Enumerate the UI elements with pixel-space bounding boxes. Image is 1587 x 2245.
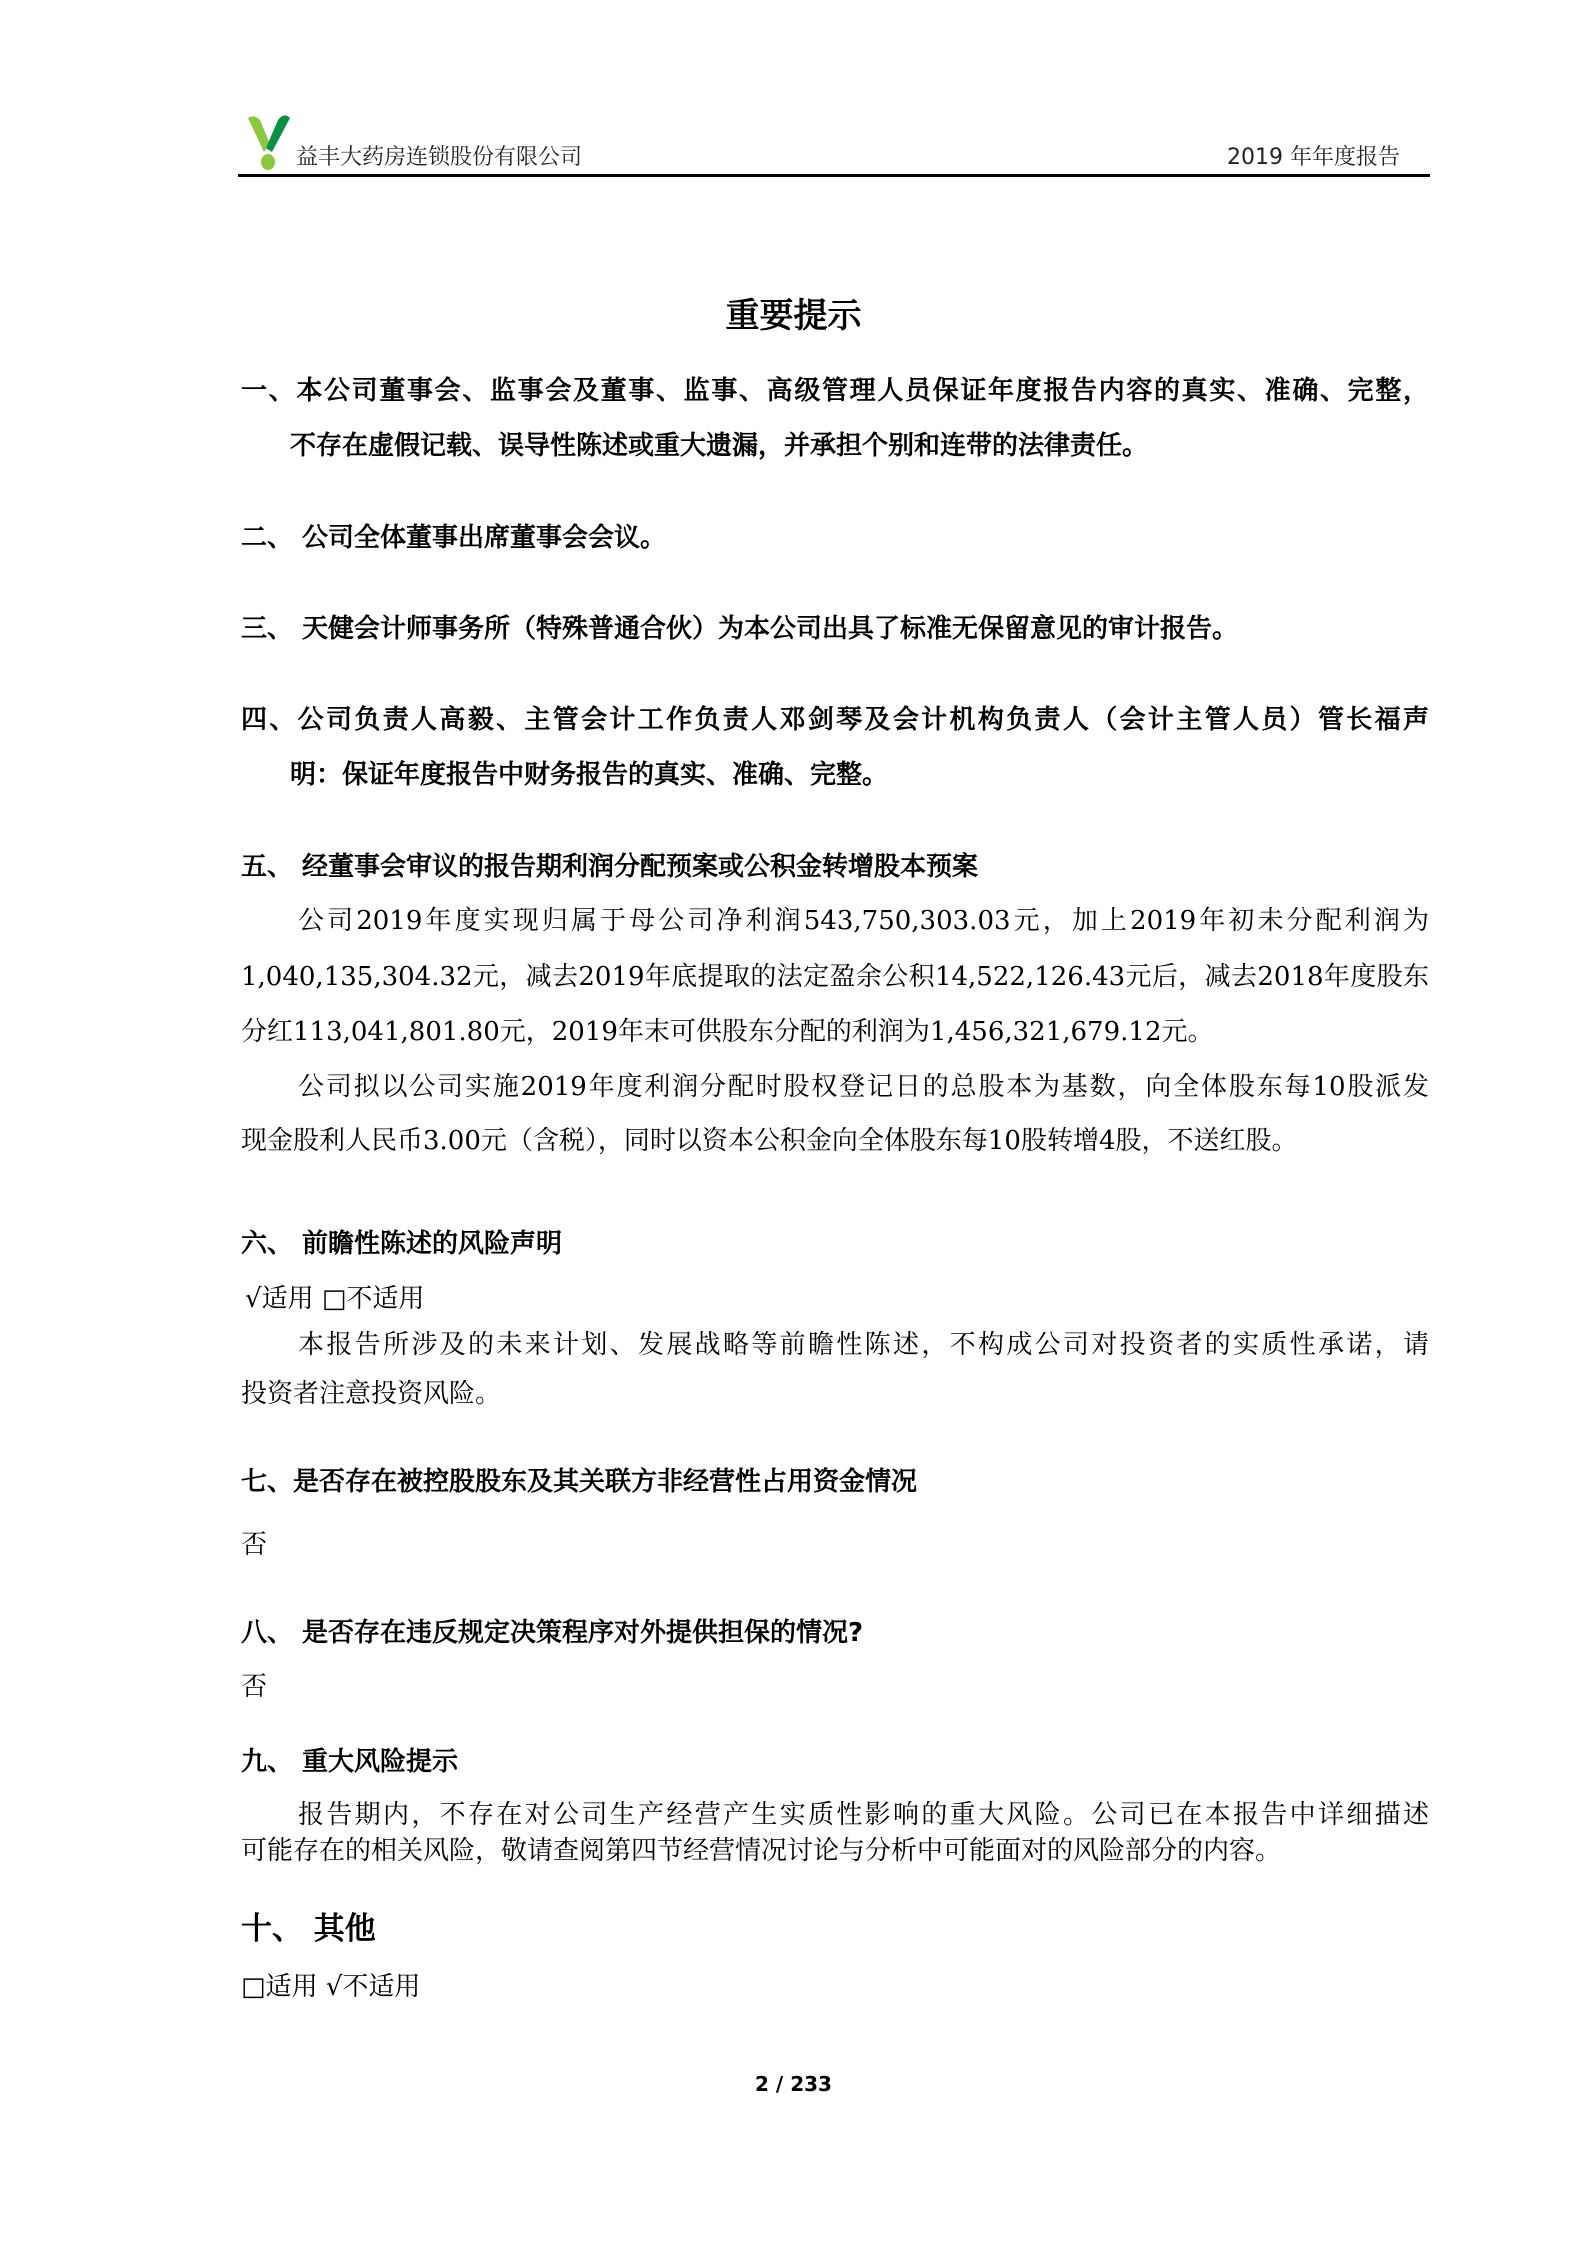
applicability-options: □适用 √不适用 [241,1972,421,2002]
applicability-options: √适用 □不适用 [245,1284,425,1314]
section-6-heading: 六、 前瞻性陈述的风险声明 [241,1229,563,1259]
paragraph-line: 可能存在的相关风险，敬请查阅第四节经营情况讨论与分析中可能面对的风险部分的内容。 [241,1836,1282,1866]
section-7-heading: 七、是否存在被控股股东及其关联方非经营性占用资金情况 [241,1467,918,1497]
section-2: 二、 公司全体董事出席董事会会议。 [241,523,667,553]
section-4-line2: 明：保证年度报告中财务报告的真实、准确、完整。 [290,760,889,790]
page-title: 重要提示 [725,296,862,336]
paragraph-line: 公司2019年度实现归属于母公司净利润543,750,303.03元，加上2019年初未分配利润为 [298,906,1429,936]
paragraph-line: 分红113,041,801.80元，2019年末可供股东分配的利润为1,456,321,679.12元。 [241,1017,1214,1047]
paragraph-line: 投资者注意投资风险。 [241,1379,502,1409]
paragraph-line: 公司拟以公司实施2019年度利润分配时股权登记日的总股本为基数，向全体股东每10股派发 [298,1072,1429,1102]
paragraph-line: 本报告所涉及的未来计划、发展战略等前瞻性陈述，不构成公司对投资者的实质性承诺，请 [298,1330,1429,1360]
section-1-line2: 不存在虚假记载、误导性陈述或重大遗漏，并承担个别和连带的法律责任。 [290,431,1149,461]
section-5-heading: 五、 经董事会审议的报告期利润分配预案或公积金转增股本预案 [241,852,979,882]
paragraph-line: 现金股利人民币3.00元（含税），同时以资本公积金向全体股东每10股转增4股，不送红股。 [241,1126,1298,1156]
company-logo [246,114,294,170]
page-number: 2 / 233 [755,2072,832,2096]
section-8-heading: 八、 是否存在违反规定决策程序对外提供担保的情况? [241,1618,864,1648]
header-rule [238,174,1430,177]
paragraph-line: 1,040,135,304.32元，减去2019年底提取的法定盈余公积14,522,126.43元后，减去2018年度股东 [241,962,1429,992]
section-7-answer: 否 [241,1530,268,1560]
paragraph-line: 报告期内，不存在对公司生产经营产生实质性影响的重大风险。公司已在本报告中详细描述 [298,1800,1429,1830]
section-1-line1: 一、本公司董事会、监事会及董事、监事、高级管理人员保证年度报告内容的真实、准确、完整， [241,376,1429,406]
company-name: 益丰大药房连锁股份有限公司 [296,145,583,170]
section-10-heading: 十、 其他 [241,1911,376,1947]
section-8-answer: 否 [241,1672,268,1702]
report-title: 2019 年年度报告 [1227,145,1400,170]
section-9-heading: 九、 重大风险提示 [241,1747,459,1777]
section-3: 三、 天健会计师事务所（特殊普通合伙）为本公司出具了标准无保留意见的审计报告。 [241,614,1239,644]
section-4-line1: 四、公司负责人高毅、主管会计工作负责人邓剑琴及会计机构负责人（会计主管人员）管长福声 [241,705,1429,735]
